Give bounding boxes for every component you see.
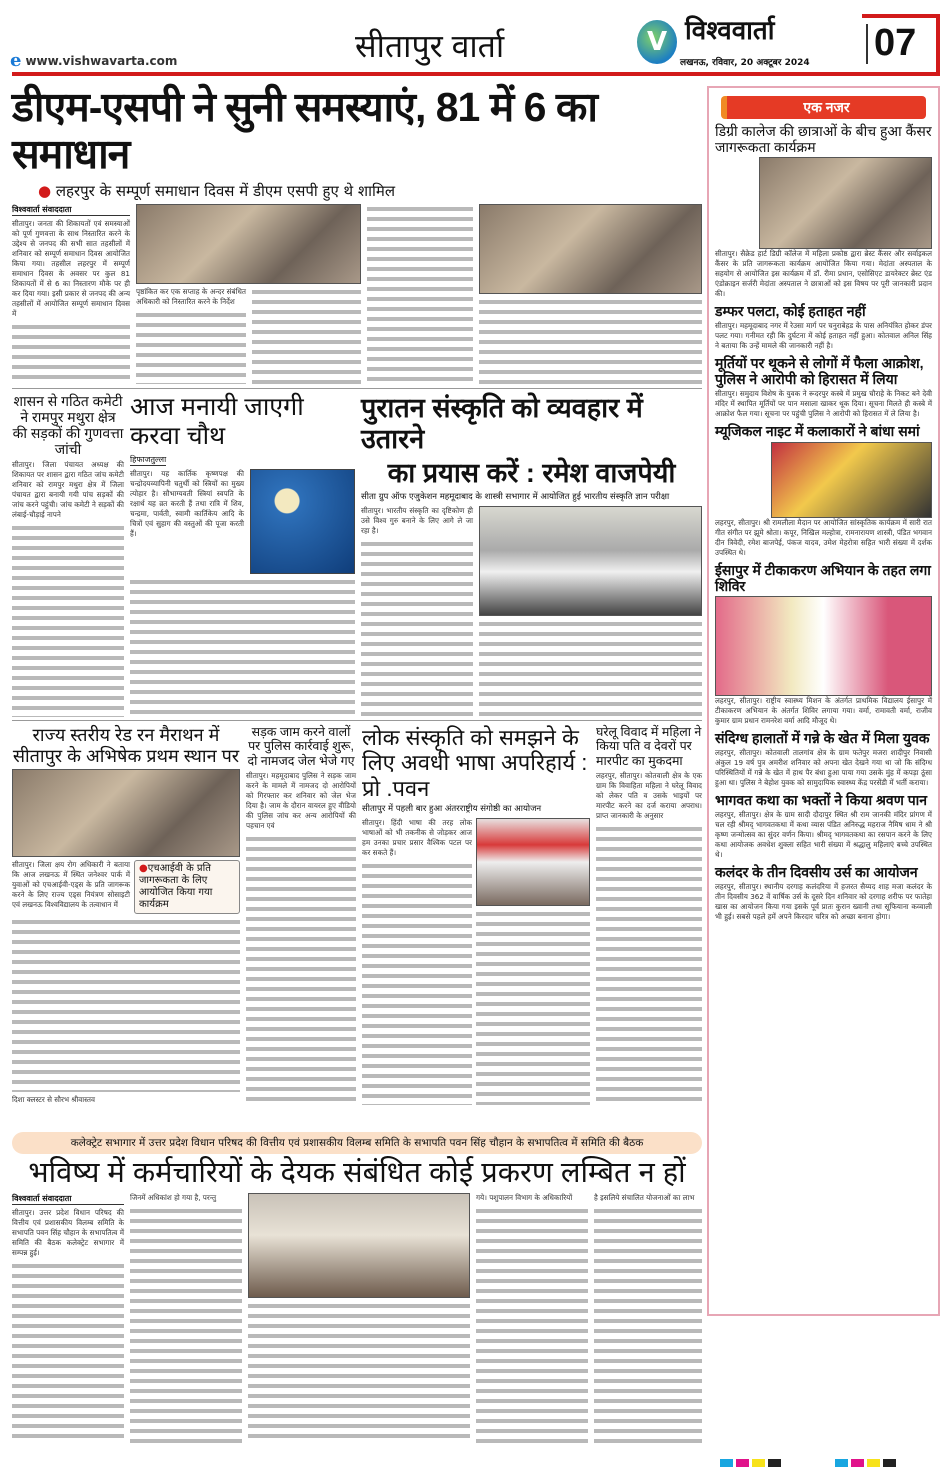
bottom-headline: भविष्य में कर्मचारियों के देयक संबंधित कोई प्रकरण लम्बित न हों	[28, 1157, 686, 1189]
website[interactable]: e www.vishwavarta.com	[10, 50, 178, 71]
color-registration-marks	[835, 1452, 899, 1471]
sanskriti-photo	[479, 506, 702, 616]
sidebar-photo-cancer	[759, 157, 932, 249]
karva-story	[130, 393, 355, 717]
sidebar-text: लहरपुर, सीतापुर। स्थानीय दरगाह कलंदरिया में हजरत सैय्यद शाह मजा कलंदर के तीन दिवसीय 362 वें वार्षिक उर्स के दूसरे दिन शनिवार को दरगाह शरीफ पर फातेहा खास का आयोजन किया गया इसके पूर्व प्रातः कुरान ख्वानी तथा सूफियाना कव्वाली भी हुई। सबसे पहले हमें अपने किरदार चरित्र को अच्छा बनाना होगा।	[715, 882, 932, 922]
karva-headline: आज मनायी जाएगी करवा चौथ	[130, 393, 304, 450]
sidebar-headline: भागवत कथा का भक्तों ने किया श्रवण पान	[715, 791, 928, 808]
color-registration-marks	[720, 1452, 784, 1471]
marathon-end: दिशा क्लस्टर से सौरभ श्रीवास्तव	[12, 1095, 95, 1104]
sanskriti-sub: सीता ग्रुप ऑफ एजुकेशन महमूदाबाद के शास्त्री सभागार में आयोजित हुई भारतीय संस्कृति ज्ञान परीक्षा	[361, 492, 670, 503]
gharelu-story	[596, 725, 702, 1105]
sanskriti-story	[361, 393, 702, 717]
bullet-icon: ●	[139, 863, 148, 875]
ek-nazar-sidebar	[707, 86, 940, 1316]
awadhi-photo	[476, 818, 590, 906]
page-number: 07	[874, 22, 917, 64]
karva-text: सीतापुर। यह कार्तिक कृष्णपक्ष की चन्द्रोदयव्यापिनी चतुर्थी को स्त्रियों का मुख्य त्योहार है। सौभाग्यवती स्त्रियां स्वपति के रक्षार्थ यह व्रत करती हैं तथा रात्रि में शिव, चन्द्रमा, पार्वती, स्वामी कार्तिकेय आदि के चित्रों एवं सुहाग की वस्तुओं की पूजा करती हैं।	[130, 468, 244, 538]
sidebar-text: लहरपुर, सीतापुर। कोतवाली तालगांव क्षेत्र के ग्राम फतेपुर मजरा शादीपुर निवासी अंकुल 19 वर्ष पुत्र अमरीश शनिवार को अपना खेत देखने गया था जो कि संदिग्ध परिस्थितियों में गन्ने के खेत में हाथ पैर बंधा हुआ पाया गया उसके मुंह में कपड़ा ठूंसा हुआ था। पुलिस ने बेहोश युवक को सामुदायिक स्वास्थ्य केंद्र परसेंडी में भर्ती कराया।	[715, 747, 932, 787]
sanskriti-headline-2: का प्रयास करें : रमेश वाजपेयी	[387, 458, 676, 489]
sidebar-text: लहरपुर, सीतापुर। क्षेत्र के ग्राम सादी दौदापुर स्थित श्री राम जानकी मंदिर प्रांगण में चल रही श्रीमद् भागवतकथा में कथा व्यास पंडित अनिरुद्ध महराज नैमिष धाम ने श्री कृष्ण जन्मोत्सव का सुंदर वर्णन किया। श्रीमद् भागवतकथा का रसपान करने के लिए कथा आयोजक अवधेश शुक्ला सहित भारी संख्या में श्रद्धालु महिलाएं बच्चे उपस्थित थे।	[715, 809, 932, 859]
lead-headline: डीएम-एसपी ने सुनी समस्याएं, 81 में 6 का समाधान	[12, 84, 597, 178]
road-headline: शासन से गठित कमेटी ने रामपुर मथुरा क्षेत्र की सड़कों की गुणवत्ता जांची	[12, 393, 124, 458]
sidebar-headline: म्यूजिकल नाइट में कलाकारों ने बांधा समां	[715, 423, 920, 440]
lead-story	[12, 84, 702, 384]
awadhi-text: सीतापुर। हिंदी भाषा की तरह लोक भाषाओं को भी तकनीक से जोड़कर आज हम उनका प्रचार प्रसार वैश्विक पटल पर कर सकते हैं।	[362, 817, 472, 857]
awadhi-headline: लोक संस्कृति को समझने के लिए अवधी भाषा अपरिहार्य : प्रो .पवन	[362, 725, 588, 801]
bottom-story	[12, 1132, 702, 1444]
sanskriti-text: सीतापुर। भारतीय संस्कृति का दृष्टिकोण ही उसे विश्व गुरु बनाने के लिए आगे ले जा रहा है।	[361, 506, 473, 536]
jam-story	[246, 725, 356, 1105]
bottom-text: सीतापुर। उत्तर प्रदेश विधान परिषद की वित्तीय एवं प्रशासकीय विलम्ब समिति के सभापति पवन सिंह चौहान के सभापतित्व में समिति की बैठक कलेक्ट्रेट सभागार में सम्पन्न हुई।	[12, 1208, 124, 1258]
marathon-text: सीतापुर। जिला क्षय रोग अधिकारी ने बताया कि आज लखनऊ में स्थित जनेश्वर पार्क में युवाओं को एचआईवी-एड्स के प्रति जागरूक करने के लिए राज्य एड्स नियंत्रण सोसाइटी एवं लखनऊ विश्वविद्यालय के तत्वाधान में	[12, 860, 130, 910]
bottom-text-2: जिनमें अधिकांश हो गया है, परन्तु	[130, 1193, 217, 1203]
bottom-text-4: है इसलिये संचालित योजनाओं का लाभ	[594, 1193, 695, 1203]
sidebar-text: लहरपुर, सीतापुर। श्री रामलीला मैदान पर आयोजित सांस्कृतिक कार्यक्रम में सारी रात गीत संगीत पर झूमे श्रोता। कपूर, निखिल मल्होत्रा, रामनारायण शास्त्री, पंडित भगवान दीन त्रिवेदी, रमेश बाजपेई, पंकज यादव, उमेश मेहरोत्रा सहित भारी संख्या में दर्शक उपस्थित थे।	[715, 517, 932, 557]
sidebar-photo-vaccination	[715, 596, 932, 696]
gharelu-text: लहरपुर, सीतापुर। कोतवाली क्षेत्र के एक ग्राम कि विवाहिता महिला ने घरेलू विवाद को लेकर पति व उसके भाइयों पर मारपीट करने का दर्ज कराया अपराध। प्राप्त जानकारी के अनुसार	[596, 771, 702, 821]
paper-name: विश्ववार्ता	[685, 15, 775, 45]
dateline: लखनऊ, रविवार, 20 अक्टूबर 2024	[680, 58, 810, 68]
lead-text-2: पृष्ठांकित कर एक सप्ताह के अन्दर संबंधित अधिकारी को निस्तारित करने के निर्देश	[136, 287, 246, 307]
lead-text: सीतापुर। जनता की शिकायतों एवं समस्याओं को पूर्ण गुणवत्ता के साथ निस्तारित करने के उद्देश्य से जनपद की सभी सात तहसीलों में शनिवार को सम्पूर्ण समाधान दिवस आयोजित किया गया। तहसील लहरपुर में सम्पूर्ण समाधान दिवस के अवसर पर कुल 81 शिकायतों में से 6 का निस्तारण मौके पर ही कर दिया गया। इसी प्रकार से जनपद की अन्य तहसीलों में आयोजित सम्पूर्ण समाधान दिवस में	[12, 219, 130, 319]
bottom-banner: कलेक्ट्रेट सभागार में उत्तर प्रदेश विधान परिषद की वित्तीय एवं प्रशासकीय विलम्ब समिति के सभापति पवन सिंह चौहान के सभापतित्व में समिति की बैठक	[12, 1132, 702, 1154]
road-text: सीतापुर। जिला पंचायत अध्यक्ष की शिकायत पर शासन द्वारा गठित जांच कमेटी शनिवार को रामपुर मथुरा क्षेत्र में जिला पंचायत द्वारा बनायी गयी पांच सड़कों की जांच करने पहुंची। जांच कमेटी ने सड़कों की लंबाई-चौड़ाई नापने	[12, 460, 124, 520]
section-title: सीतापुर वार्ता	[355, 28, 505, 64]
karva-illustration	[250, 469, 355, 574]
awadhi-story	[362, 725, 590, 1105]
header-rule	[12, 72, 940, 76]
marathon-photo	[12, 769, 240, 857]
sidebar-headline: कलंदर के तीन दिवसीय उर्स का आयोजन	[715, 863, 918, 880]
sidebar-text: सीतापुर। सैक्रेड हार्ट डिग्री कॉलेज में महिला प्रकोष्ठ द्वारा ब्रेस्ट कैंसर और सर्वाइकल कैंसर के प्रति जागरूकता कार्यक्रम आयोजित किया गया। मेदांता अस्पताल के सहयोग से आयोजित इस कार्यक्रम में डॉ. रीमा प्रधान, एसोसिएट डायरेक्टर ब्रेस्ट एंड एंडोक्राइन सर्जरी मेदांता अस्पताल ने छात्राओं को इस विषय पर पूरी जानकारी प्रदान की।	[715, 249, 932, 299]
sidebar-photo-music	[771, 442, 932, 518]
sidebar-headline: ईसापुर में टीकाकरण अभियान के तहत लगा शिविर	[715, 561, 931, 594]
paper-logo-icon: V	[637, 20, 677, 64]
lead-photo	[136, 204, 361, 284]
lead-photo-2	[479, 204, 702, 294]
sidebar-text: सीतापुर। महमूदाबाद नगर में रेउसा मार्ग पर चनुराबेहड के पास अनियंत्रित होकर डंपर पलट गया। गनीमत रही कि दुर्घटना में कोई हताहत नहीं हुआ। कोतवाल अनिल सिंह ने बताया कि उन्हें मामले की जानकारी नहीं है।	[715, 321, 932, 351]
sidebar-headline: मूर्तियों पर थूकने से लोगों में फैला आक्रोश, पुलिस ने आरोपी को हिरासत में लिया	[715, 355, 924, 388]
bottom-text-3: गये। पशुपालन विभाग के अधिकारियों	[476, 1193, 573, 1203]
sidebar-title: एक नजर	[721, 96, 926, 119]
bottom-photo	[248, 1193, 470, 1298]
bottom-byline: विश्ववार्ता संवाददाता	[12, 1193, 124, 1205]
lead-subheadline: ● लहरपुर के सम्पूर्ण समाधान दिवस में डीएम एसपी हुए थे शामिल	[38, 182, 395, 201]
sanskriti-headline-1: पुरातन संस्कृति को व्यवहार में उतारने	[361, 393, 643, 455]
browser-e-icon: e	[10, 50, 22, 71]
aids-awareness-box: ●एचआईवी के प्रति जागरूकता के लिए आयोजित किया गया कार्यक्रम	[134, 860, 240, 914]
road-story	[12, 393, 124, 717]
sidebar-text: लहरपुर, सीतापुर। राष्ट्रीय स्वास्थ्य मिशन के अंतर्गत प्राथमिक विद्यालय ईसापुर में टीकाकरण अभियान के अंतर्गत शिविर लगाया गया। वर्मा, रामावती वर्मा, राजीव कुमार ग्राम प्रधान रामनरेश वर्मा आदि मौजूद थे।	[715, 695, 932, 725]
jam-headline: सड़क जाम करने वालों पर पुलिस कार्रवाई शुरू, दो नामजद जेल भेजे गए	[247, 725, 355, 768]
sidebar-headline: डिग्री कालेज की छात्राओं के बीच हुआ कैंसर जागरूकता कार्यक्रम	[715, 123, 932, 156]
jam-text: सीतापुर। महमूदाबाद पुलिस ने सड़क जाम करने के मामले में नामजद दो आरोपियों को गिरफ्तार कर शनिवार को जेल भेज दिया है। जाम के दौरान वायरल हुए वीडियो की पुलिस जांच कर अन्य आरोपियों की पहचान एवं	[246, 771, 356, 831]
sidebar-headline: डम्फर पलटा, कोई हताहत नहीं	[715, 303, 866, 320]
marathon-headline: राज्य स्तरीय रेड रन मैराथन में सीतापुर के अभिषेक प्रथम स्थान पर	[12, 725, 240, 766]
sidebar-text: सीतापुर। समुदाय विशेष के युवक ने रूदरपुर कस्बे में प्रमुख चौराहे के निकट बने देवी मंदिर में स्थापित मूर्तियों पर पान मसाला खाकर थूक दिया। सूचना मिलते ही कस्बे में आक्रोश फैल गया। सूचना पर पहुंची पुलिस ने आरोपी को हिरासत में ले लिया है।	[715, 389, 932, 419]
marathon-story	[12, 725, 240, 1105]
gharelu-headline: घरेलू विवाद में महिला ने किया पति व देवरों पर मारपीट का मुकदमा	[596, 725, 702, 768]
awadhi-sub: सीतापुर में पहली बार हुआ अंतरराष्ट्रीय संगोष्ठी का आयोजन	[362, 803, 542, 814]
byline: विश्ववार्ता संवाददाता	[12, 204, 130, 216]
bullet-icon: ●	[38, 182, 52, 201]
sidebar-headline: संदिग्ध हालातों में गन्ने के खेत में मिला युवक	[715, 729, 930, 746]
karva-byline: हिफाजतुल्ला	[130, 454, 167, 464]
